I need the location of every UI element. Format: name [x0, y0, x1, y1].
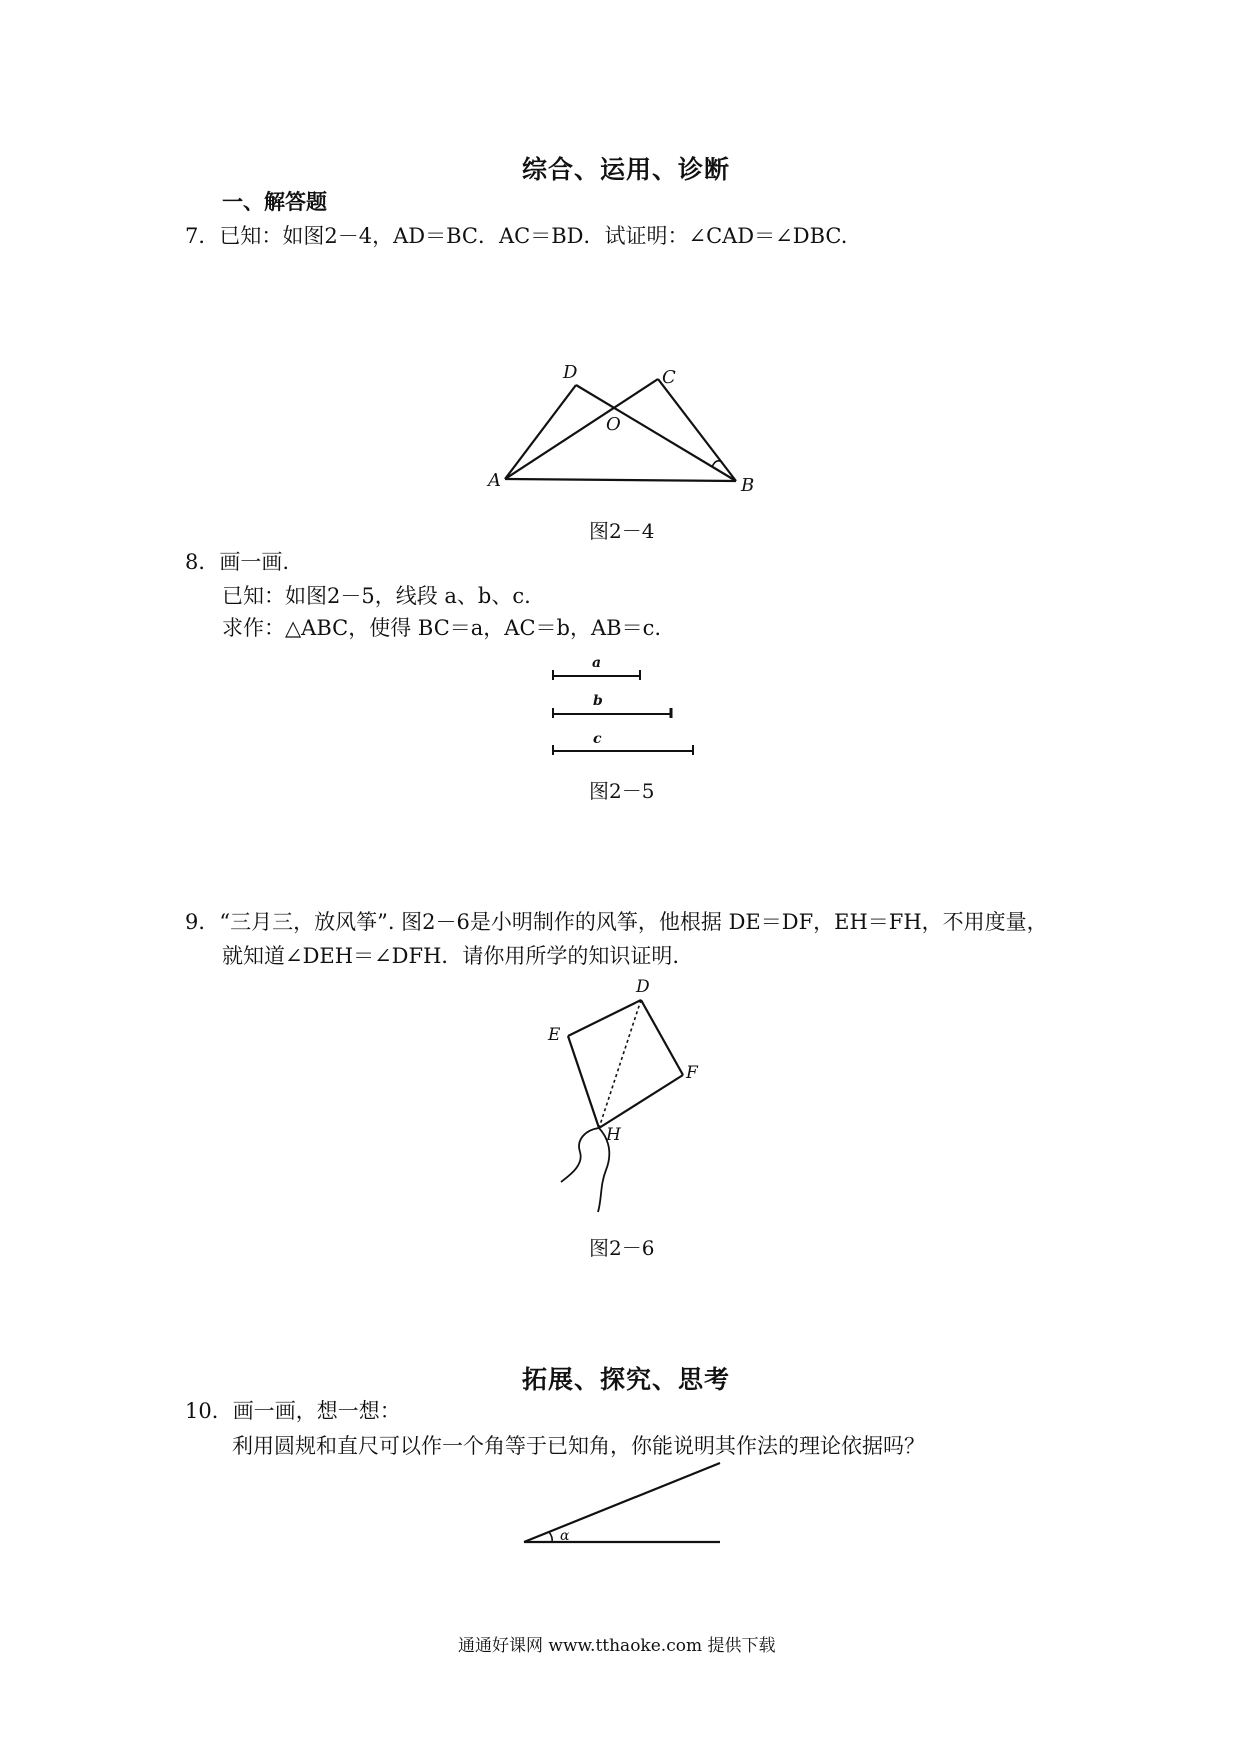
question-9-line-1: 9．“三月三，放风筝”. 图2－6是小明制作的风筝，他根据 DE＝DF，EH＝FH，不用度量，: [185, 910, 1048, 934]
section-title-extension: 拓展、探究、思考: [522, 1365, 731, 1394]
question-8-title: 8．画一画.: [185, 550, 290, 574]
angle-arc: [549, 1532, 552, 1542]
angle-ray-upper: [524, 1463, 720, 1542]
label-b: B: [741, 475, 755, 496]
figure-2-5-caption: 图2－5: [589, 779, 655, 803]
question-8-given: 已知：如图2－5，线段 a、b、c.: [222, 584, 531, 608]
figure-2-6-caption: 图2－6: [589, 1236, 655, 1260]
question-10-text: 利用圆规和直尺可以作一个角等于已知角，你能说明其作法的理论依据吗？: [232, 1434, 925, 1458]
segment-a-label: a: [592, 655, 602, 671]
question-10-title: 10．画一画，想一想：: [185, 1399, 401, 1423]
label-e: E: [548, 1025, 561, 1045]
segment-b-label: b: [593, 693, 603, 709]
label-d: D: [563, 362, 578, 383]
question-9-line-2: 就知道∠DEH＝∠DFH．请你用所学的知识证明.: [222, 944, 680, 968]
label-h: H: [606, 1125, 621, 1145]
label-a: A: [488, 470, 501, 491]
angle-alpha-label: α: [560, 1528, 570, 1544]
section-title-synthesis: 综合、运用、诊断: [522, 155, 731, 184]
segment-c-label: c: [593, 731, 602, 747]
label-f: F: [686, 1063, 698, 1083]
section-subtitle-answer-questions: 一、解答题: [222, 189, 327, 214]
label-o: O: [606, 414, 621, 435]
label-c: C: [662, 367, 676, 388]
question-7-text: 7．已知：如图2－4，AD＝BC．AC＝BD．试证明：∠CAD＝∠DBC.: [185, 224, 848, 248]
footer-source: 通通好课网 www.tthaoke.com 提供下载: [458, 1636, 776, 1656]
question-8-construct: 求作：△ABC，使得 BC＝a，AC＝b，AB＝c.: [222, 616, 661, 640]
figure-2-4-caption: 图2－4: [589, 519, 655, 543]
label-d: D: [636, 977, 650, 997]
